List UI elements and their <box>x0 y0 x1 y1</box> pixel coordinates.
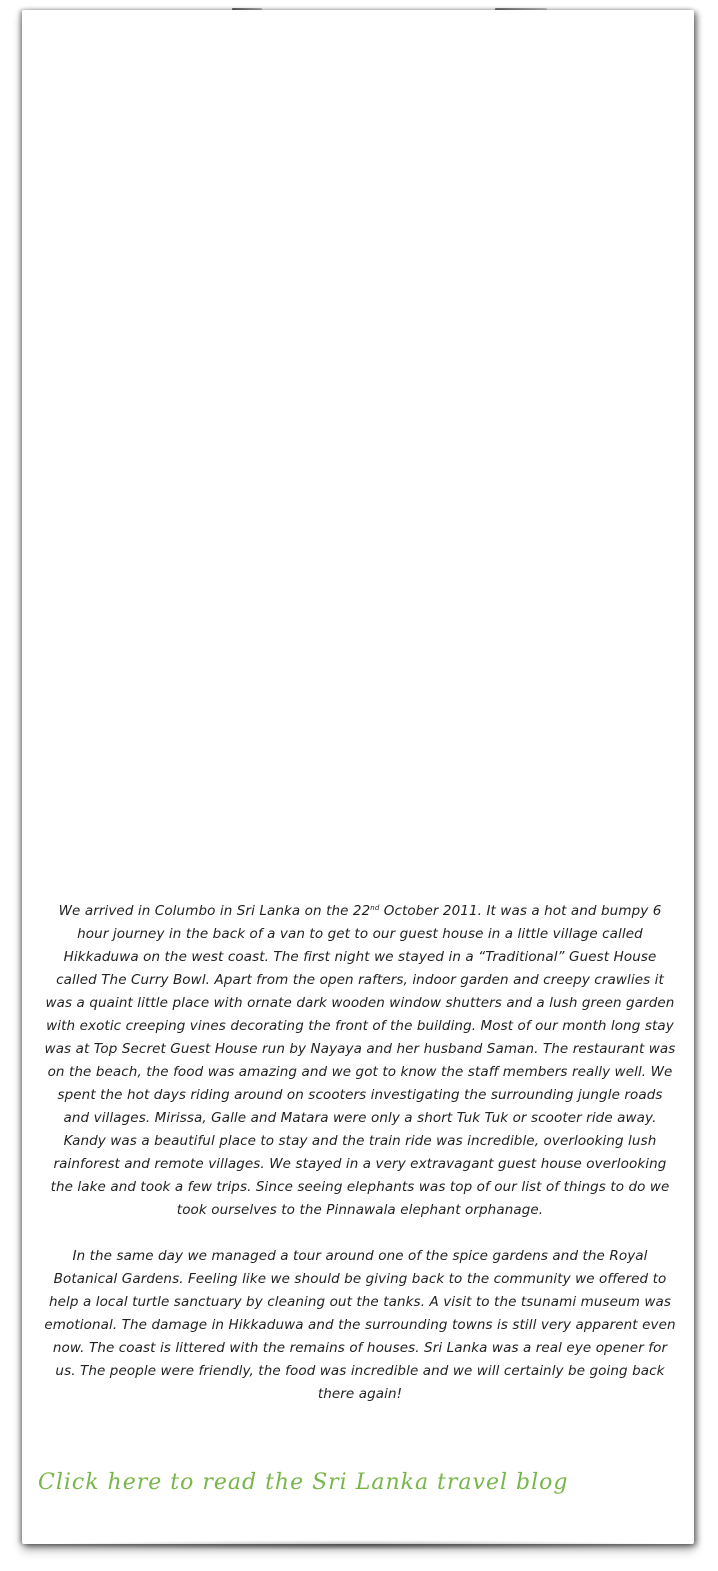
paragraph-1-start: We arrived in Columbo in Sri Lanka on the 22 <box>58 903 371 919</box>
ordinal-suffix: nd <box>370 904 380 912</box>
paragraph-1-rest: October 2011. It was a hot and bumpy 6 hour journey in the back of a van to get to our guest house in a little village called Hikkaduwa on the west coast. The first night we stayed in a “Traditional” Guest House called The Curry Bowl. Apart from the open rafters, indoor garden and creepy crawlies it was a quaint little place with ornate dark wooden window shutters and a lush green garden with exotic creeping vines decorating the front of the building. Most of our month long stay was at Top Secret Guest House run by Nayaya and her husband Saman. The restaurant was on the beach, the food was amazing and we got to know the staff members really well. We spent the hot days riding around on scooters investigating the surrounding jungle roads and villages. Mirissa, Galle and Matara were only a short Tuk Tuk or scooter ride away. Kandy was a beautiful place to stay and the train ride was incredible, overlooking lush rainforest and remote villages. We stayed in a very extravagant guest house overlooking the lake and took a few trips. Since seeing elephants was top of our list of things to do we took ourselves to the Pinnawala elephant orphanage. <box>44 903 676 1218</box>
article-body <box>44 888 676 1406</box>
article-paragraph-1 <box>44 900 676 1222</box>
article-paragraph-2: In the same day we managed a tour around one of the spice gardens and the Royal Botanical Gardens. Feeling like we should be giving back to the community we offered to help a local turtle sanctuary by cleaning out the tanks. A visit to the tsunami museum was emotional. The damage in Hikkaduwa and the surrounding towns is still very apparent even now. The coast is littered with the remains of houses. Sri Lanka was a real eye opener for us. The people were friendly, the food was incredible and we will certainly be going back there again! <box>44 1248 676 1402</box>
travel-blog-link[interactable]: Click here to read the Sri Lanka travel blog <box>38 1470 569 1495</box>
